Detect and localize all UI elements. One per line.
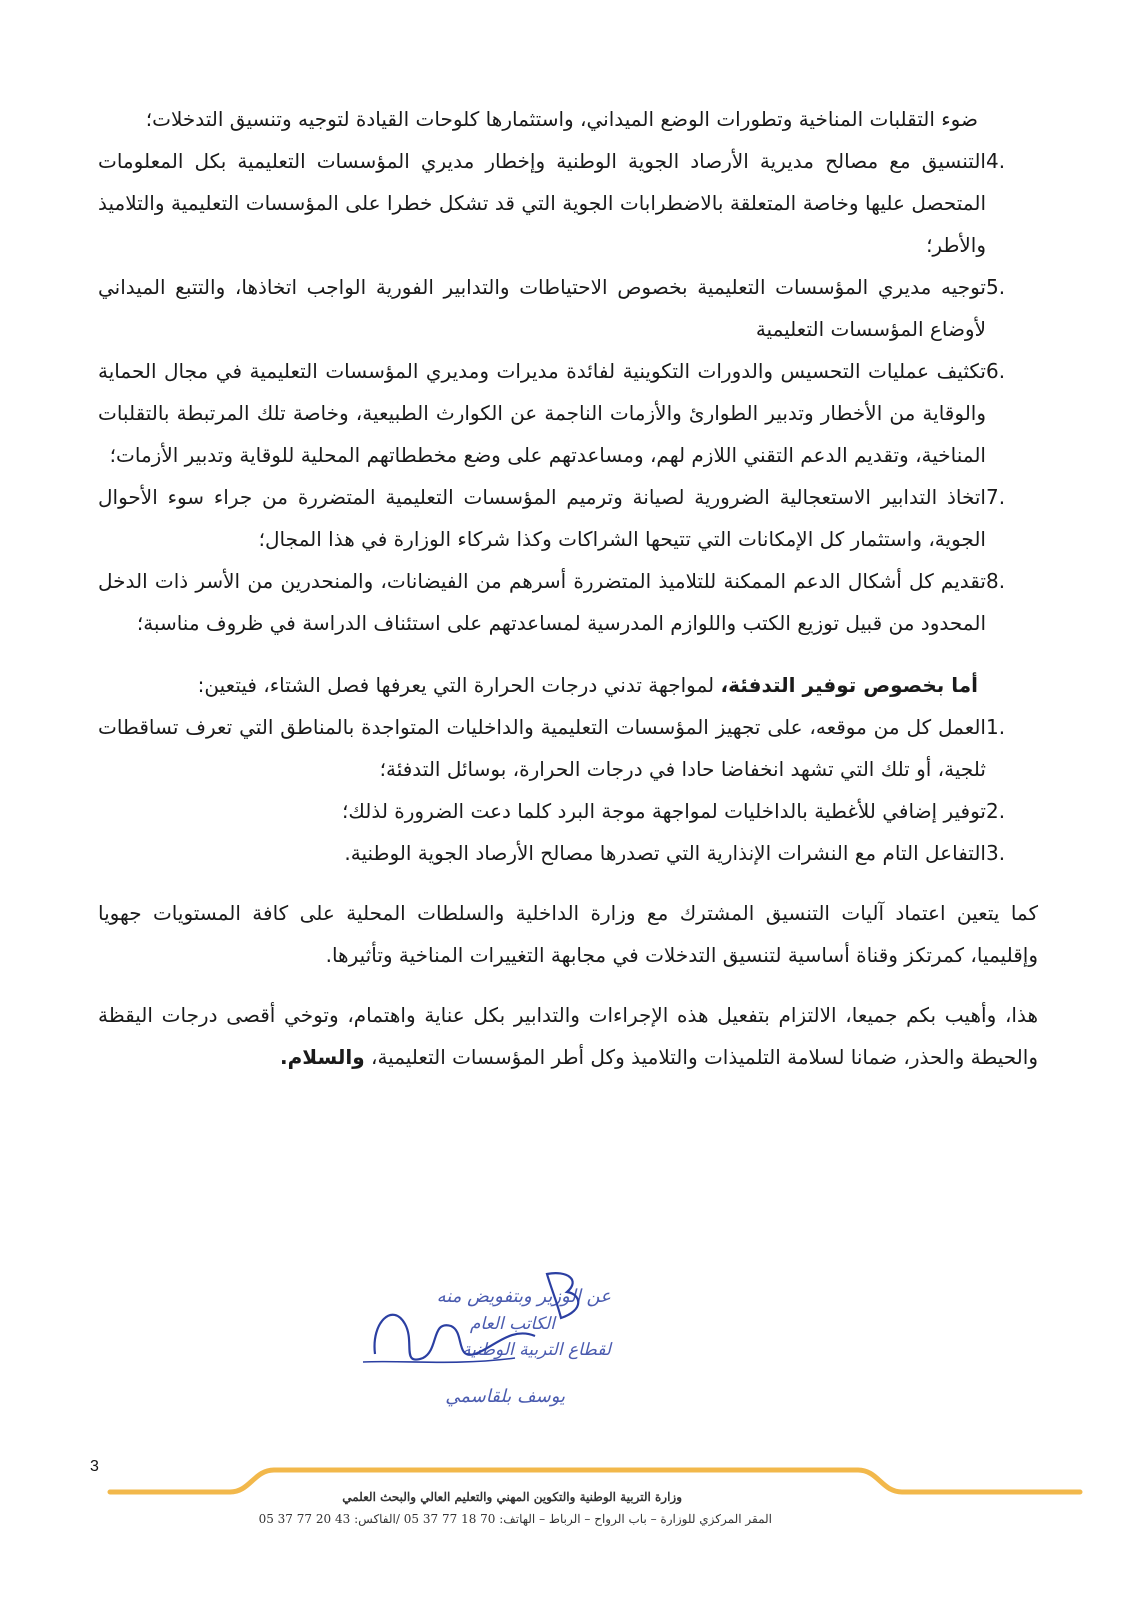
heating-heading-bold: أما بخصوص توفير التدفئة، <box>720 673 978 697</box>
footer-address-contact: المقر المركزي للوزارة – باب الرواح – الرباط – الهاتف: 70 18 77 37 05 /الفاكس: 43 20 77 37 05 <box>258 1512 772 1526</box>
list-item-number: 3. <box>986 841 1006 865</box>
list-item-text: توجيه مديري المؤسسات التعليمية بخصوص الاحتياطات والتدابير الفورية الواجب اتخاذها، والتتبع الميداني لأوضاع المؤسسات التعليمية <box>98 275 986 341</box>
closing-paragraph <box>98 994 1038 1078</box>
list-item-text: توفير إضافي للأغطية بالداخليات لمواجهة موجة البرد كلما دعت الضرورة لذلك؛ <box>342 799 986 823</box>
list-item <box>98 560 1038 644</box>
numbered-list-measures <box>98 140 1038 644</box>
signature-stamp <box>335 1262 625 1430</box>
list-item-text: اتخاذ التدابير الاستعجالية الضرورية لصيانة وترميم المؤسسات التعليمية المتضررة من جراء سوء الأحوال الجوية، واستثمار كل الإمكانات التي تتيحها الشراكات وكذا شركاء الوزارة في هذا المجال؛ <box>98 485 986 551</box>
list-item-text: تكثيف عمليات التحسيس والدورات التكوينية لفائدة مديرات ومديري المؤسسات التعليمية في مجال الحماية والوقاية من الأخطار وتدبير الطوارئ والأزمات الناجمة عن الكوارث الطبيعية، وخاصة تلك المرتبطة بالتقلبات المناخية، وتقديم الدعم التقني اللازم لهم، ومساعدتهم على وضع مخططاتهم المحلية للوقاية وتدبير الأزمات؛ <box>98 359 986 467</box>
list-item-number: 1. <box>986 715 1006 739</box>
list-item-text: العمل كل من موقعه، على تجهيز المؤسسات التعليمية والداخليات المتواجدة بالمناطق التي تعرف تساقطات ثلجية، أو تلك التي تشهد انخفاضا حادا في درجات الحرارة، بوسائل التدفئة؛ <box>98 715 986 781</box>
letter-body <box>98 98 1038 1078</box>
numbered-list-heating <box>98 706 1038 874</box>
heating-section-heading <box>98 664 1038 706</box>
intro-continuation: ضوء التقلبات المناخية وتطورات الوضع الميداني، واستثمارها كلوحات القيادة لتوجيه وتنسيق التدخلات؛ <box>145 107 978 131</box>
closing-text: هذا، وأهيب بكم جميعا، الالتزام بتفعيل هذه الإجراءات والتدابير بكل عناية واهتمام، وتوخي أقصى درجات اليقظة والحيطة والحذر، ضمانا لسلامة التلميذات والتلاميذ وكل أطر المؤسسات التعليمية، <box>98 1003 1038 1069</box>
signatory-name: يوسف بلقاسمي <box>445 1386 565 1407</box>
list-item-number: 2. <box>986 799 1006 823</box>
list-item-number: 7. <box>986 485 1006 509</box>
heating-heading-rest: لمواجهة تدني درجات الحرارة التي يعرفها فصل الشتاء، فيتعين: <box>197 673 721 697</box>
list-item <box>98 350 1038 476</box>
list-item-number: 8. <box>986 569 1006 593</box>
page-number: 3 <box>90 1458 99 1475</box>
list-item <box>98 790 1038 832</box>
list-item-text: تقديم كل أشكال الدعم الممكنة للتلاميذ المتضررة أسرهم من الفيضانات، والمنحدرين من الأسر ذات الدخل المحدود من قبيل توزيع الكتب واللوازم المدرسية لمساعدتهم على استئناف الدراسة في ظروف مناسبة؛ <box>98 569 986 635</box>
list-item-text: التنسيق مع مصالح مديرية الأرصاد الجوية الوطنية وإخطار مديري المؤسسات التعليمية بكل المعلومات المتحصل عليها وخاصة المتعلقة بالاضطرابات الجوية التي قد تشكل خطرا على المؤسسات التعليمية والتلاميذ والأطر؛ <box>98 149 986 257</box>
list-item-number: 5. <box>986 275 1006 299</box>
list-item-number: 6. <box>986 359 1006 383</box>
footer-ministry-name: وزارة التربية الوطنية والتكوين المهني والتعليم العالي والبحث العلمي <box>342 1490 682 1504</box>
list-item-number: 4. <box>986 149 1006 173</box>
signature-line-sector: لقطاع التربية الوطنية <box>462 1340 611 1360</box>
signature-line-title: الكاتب العام <box>469 1314 555 1334</box>
closing-salutation: والسلام. <box>280 1045 365 1069</box>
coordination-paragraph: كما يتعين اعتماد آليات التنسيق المشترك مع وزارة الداخلية والسلطات المحلية على كافة المستويات جهويا وإقليميا، كمرتكز وقناة أساسية لتنسيق التدخلات في مجابهة التغييرات المناخية وتأثيرها. <box>98 901 1038 967</box>
list-item <box>98 266 1038 350</box>
list-item-text: التفاعل التام مع النشرات الإنذارية التي تصدرها مصالح الأرصاد الجوية الوطنية. <box>344 841 986 865</box>
list-item <box>98 706 1038 790</box>
list-item <box>98 476 1038 560</box>
list-item <box>98 832 1038 874</box>
list-item <box>98 140 1038 266</box>
signature-line-delegation: عن الوزير وبتفويض منه <box>436 1286 611 1307</box>
